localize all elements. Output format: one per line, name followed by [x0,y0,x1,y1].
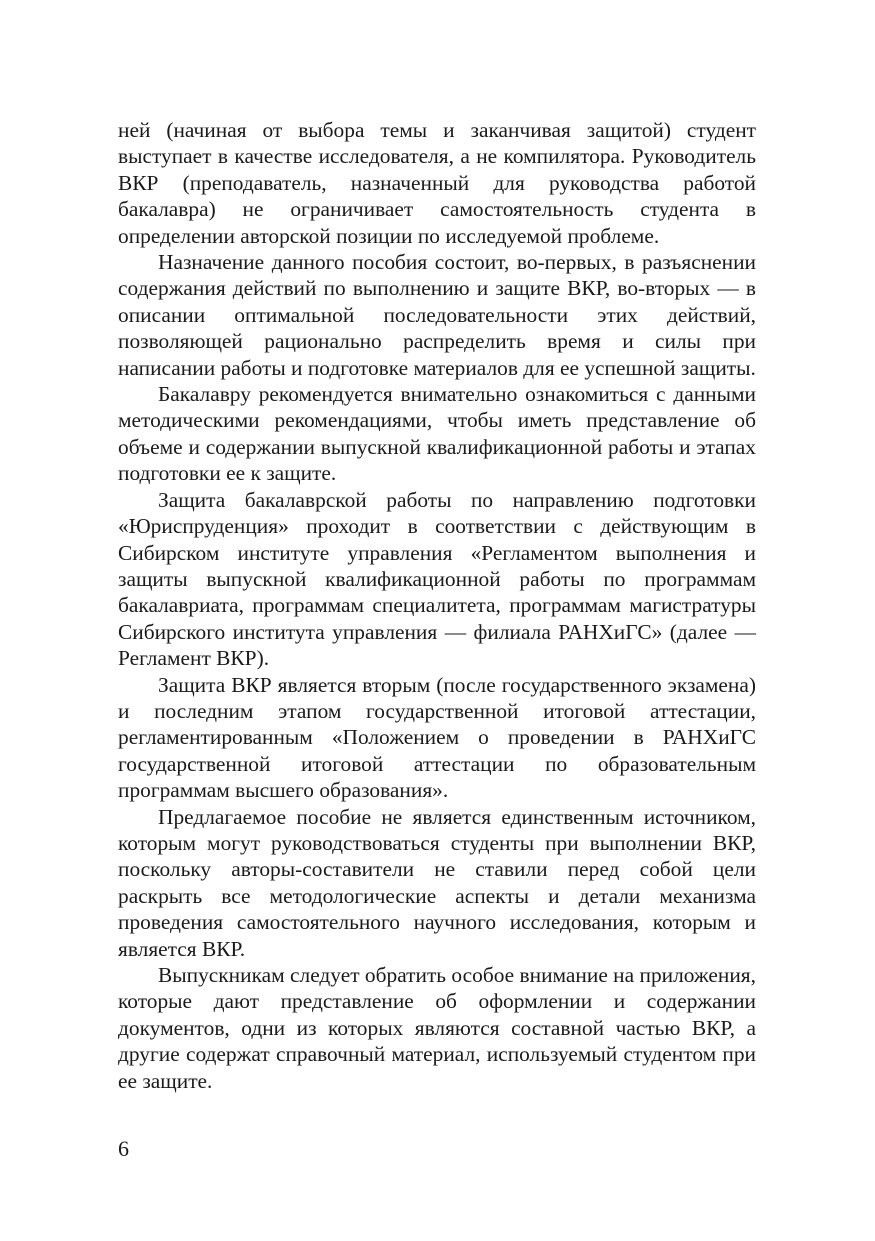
paragraph-manual-scope: Предлагаемое пособие не является единственным источником, которым могут руководствоваться студенты при выполнении ВКР, поскольку авторы-составители не ставили перед собой цели раскрыть все методологические аспекты и детали механизма проведения самостоятельного научного исследования, которым и является ВКР. [118,804,756,961]
paragraph-appendices: Выпускникам следует обратить особое внимание на приложения, которые дают представление об оформлении и содержании документов, одни из которых являются составной частью ВКР, а другие содержат справочный материал, используемый студентом при ее защите. [118,963,756,1093]
paragraph-final-attestation: Защита ВКР является вторым (после государственного экзамена) и последним этапом государственной итоговой аттестации, регламентированным «Положением о проведении в РАНХиГС государственной итоговой аттестации по образовательным программам высшего образования». [118,672,756,803]
body-text [118,117,756,1094]
paragraph-recommendation: Бакалавру рекомендуется внимательно ознакомиться с данными методическими рекомендациями, чтобы иметь представление об объеме и содержании выпускной квалификационной работы и этапах подготовки ее к защите. [118,382,756,486]
paragraph-defense-regulation: Защита бакалаврской работы по направлению подготовки «Юриспруденция» проходит в соответствии с действующим в Сибирском институте управления «Регламентом выполнения и защиты выпускной квалификационной работы по программам бакалавриата, программам специалитета, программам магистратуры Сибирского института управления — филиала РАНХиГС» (далее — Регламент ВКР). [118,487,756,671]
paragraph-continuation: ней (начиная от выбора темы и заканчивая защитой) студент выступает в качестве исследователя, а не компилятора. Руководитель ВКР (преподаватель, назначенный для руководства работой бакалавра) не ограничивает самостоятельность студента в определении авторской позиции по исследуемой проблеме. [118,118,756,248]
paragraph-purpose: Назначение данного пособия состоит, во-первых, в разъяснении содержания действий по выполнению и защите ВКР, во-вторых — в описании оптимальной последовательности этих действий, позволяющей рационально распределить время и силы при написании работы и подготовке материалов для ее успешной защиты. [118,250,756,380]
page-number: 6 [118,1136,129,1161]
